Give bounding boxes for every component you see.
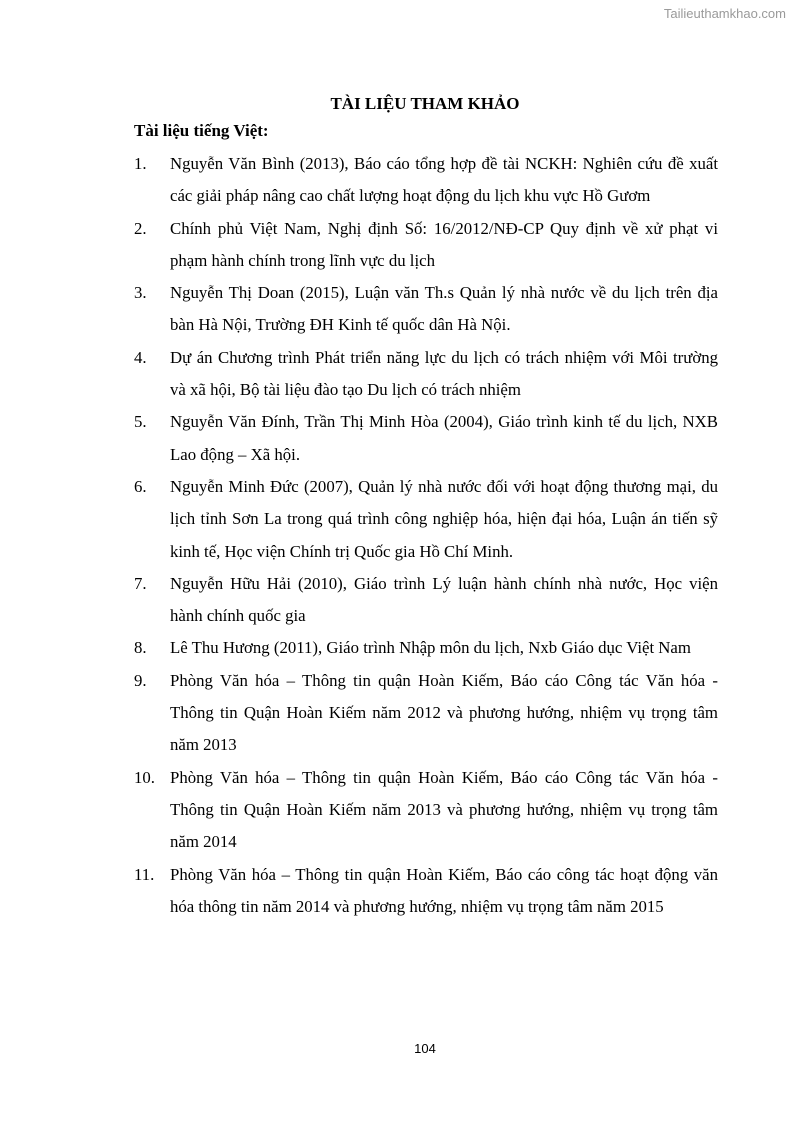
reference-text: Nguyễn Minh Đức (2007), Quản lý nhà nước đối với hoạt động thương mại, du lịch tỉnh Sơn La trong quá trình công nghiệp hóa, hiện đại hóa, Luận án tiến sỹ kinh tế, Học viện Chính trị Quốc gia Hồ Chí Minh. xyxy=(170,476,718,561)
reference-text: Chính phủ Việt Nam, Nghị định Số: 16/2012/NĐ-CP Quy định về xử phạt vi phạm hành chính trong lĩnh vực du lịch xyxy=(170,218,718,270)
reference-text: Dự án Chương trình Phát triển năng lực du lịch có trách nhiệm với Môi trường và xã hội, Bộ tài liệu đào tạo Du lịch có trách nhiệm xyxy=(170,347,718,400)
reference-number: 10. xyxy=(134,767,155,787)
reference-number: 5. xyxy=(134,412,147,432)
reference-item xyxy=(134,471,718,568)
reference-item xyxy=(134,859,718,924)
reference-list xyxy=(134,148,718,923)
reference-item xyxy=(134,342,718,407)
reference-item xyxy=(134,277,718,342)
reference-number: 2. xyxy=(134,218,147,238)
page-number: 104 xyxy=(414,1041,436,1056)
reference-text: Nguyễn Văn Bình (2013), Báo cáo tổng hợp đề tài NCKH: Nghiên cứu đề xuất các giải pháp nâng cao chất lượng hoạt động du lịch khu vực Hồ Gươm xyxy=(170,154,718,206)
reference-number: 8. xyxy=(134,638,147,658)
reference-item xyxy=(134,632,718,664)
reference-number: 4. xyxy=(134,347,147,367)
reference-number: 3. xyxy=(134,283,147,303)
reference-item xyxy=(134,568,718,633)
page-title: TÀI LIỆU THAM KHẢO xyxy=(330,94,520,113)
reference-item xyxy=(134,148,718,213)
reference-text: Nguyễn Văn Đính, Trần Thị Minh Hòa (2004), Giáo trình kinh tế du lịch, NXB Lao động – Xã hội. xyxy=(170,412,718,464)
reference-item xyxy=(134,762,718,859)
reference-text: Nguyễn Thị Doan (2015), Luận văn Th.s Quản lý nhà nước về du lịch trên địa bàn Hà Nội, Trường ĐH Kinh tế quốc dân Hà Nội. xyxy=(170,283,718,335)
reference-text: Lê Thu Hương (2011), Giáo trình Nhập môn du lịch, Nxb Giáo dục Việt Nam xyxy=(170,638,691,658)
reference-text: Phòng Văn hóa – Thông tin quận Hoàn Kiếm, Báo cáo Công tác Văn hóa - Thông tin Quận Hoàn Kiếm năm 2013 và phương hướng, nhiệm vụ trọng tâm năm 2014 xyxy=(170,767,718,852)
reference-number: 9. xyxy=(134,670,147,690)
reference-number: 1. xyxy=(134,154,147,173)
reference-number: 11. xyxy=(134,864,155,884)
reference-text: Nguyễn Hữu Hải (2010), Giáo trình Lý luận hành chính nhà nước, Học viện hành chính quốc gia xyxy=(170,573,718,626)
reference-number: 7. xyxy=(134,573,147,593)
watermark: Tailieuthamkhao.com xyxy=(663,6,786,21)
reference-text: Phòng Văn hóa – Thông tin quận Hoàn Kiếm, Báo cáo Công tác Văn hóa - Thông tin Quận Hoàn Kiếm năm 2012 và phương hướng, nhiệm vụ trọng tâm năm 2013 xyxy=(170,670,718,755)
reference-number: 6. xyxy=(134,476,147,496)
reference-item xyxy=(134,213,718,278)
reference-item xyxy=(134,665,718,762)
reference-text: Phòng Văn hóa – Thông tin quận Hoàn Kiếm, Báo cáo công tác hoạt động văn hóa thông tin năm 2014 và phương hướng, nhiệm vụ trọng tâm năm 2015 xyxy=(170,864,718,916)
section-heading: Tài liệu tiếng Việt: xyxy=(134,121,269,140)
reference-item xyxy=(134,406,718,471)
